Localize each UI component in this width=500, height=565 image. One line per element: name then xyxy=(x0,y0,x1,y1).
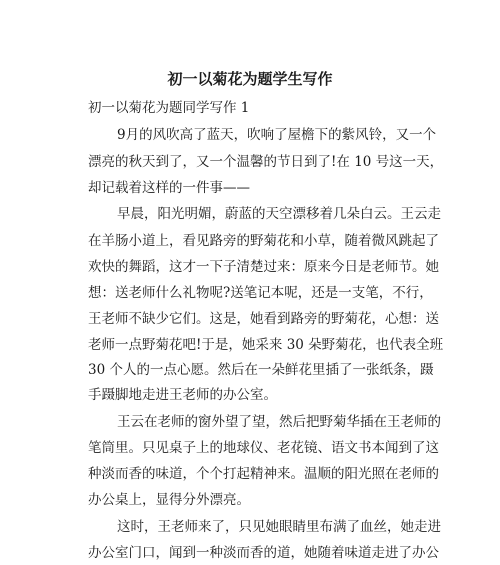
document-subtitle: 初一以菊花为题同学写作 1 xyxy=(88,100,250,116)
paragraph-line: 却记载着这样的一件事—— xyxy=(88,180,250,196)
paragraph-line: 30 个人的一点心愿。然后在一朵鲜花里插了一张纸条，蹑 xyxy=(88,362,434,378)
paragraph-line: 种淡而香的味道，个个打起精神来。温顺的阳光照在老师的 xyxy=(88,466,439,482)
paragraph-line: 这时，王老师来了，只见她眼睛里布满了血丝，她走进 xyxy=(117,519,441,535)
paragraph-line: 手蹑脚地走进王老师的办公室。 xyxy=(88,387,277,403)
paragraph-line: 老师一点野菊花吧!于是，她采来 30 朵野菊花，也代表全班 xyxy=(88,337,444,353)
paragraph-line: 王老师不缺少它们。这是，她看到路旁的野菊花，心想：送 xyxy=(88,311,439,327)
paragraph-line: 笔筒里。只见桌子上的地球仪、老花镜、语文书本闻到了这 xyxy=(88,440,439,456)
paragraph-line: 欢快的舞蹈，这才一下子清楚过来：原来今日是老师节。她 xyxy=(88,259,439,275)
paragraph-line: 办公桌上，显得分外漂亮。 xyxy=(88,492,250,508)
paragraph-line: 在羊肠小道上，看见路旁的野菊花和小草，随着微风跳起了 xyxy=(88,233,439,249)
page-title: 初一以菊花为题学生写作 xyxy=(167,70,333,88)
paragraph-line: 9月的风吹高了蓝天，吹响了屋檐下的紫风铃，又一个 xyxy=(117,127,437,143)
paragraph-line: 想：送老师什么礼物呢?送笔记本呢，还是一支笔，不行， xyxy=(88,285,433,301)
paragraph-line: 办公室门口，闻到一种淡而香的道，她随着味道走进了办公 xyxy=(88,545,439,561)
paragraph-line: 早晨，阳光明媚，蔚蓝的天空漂移着几朵白云。王云走 xyxy=(117,206,441,222)
paragraph-line: 王云在老师的窗外望了望，然后把野菊华插在王老师的 xyxy=(117,414,441,430)
paragraph-line: 漂亮的秋天到了，又一个温馨的节日到了!在 10 号这一天， xyxy=(88,154,444,170)
